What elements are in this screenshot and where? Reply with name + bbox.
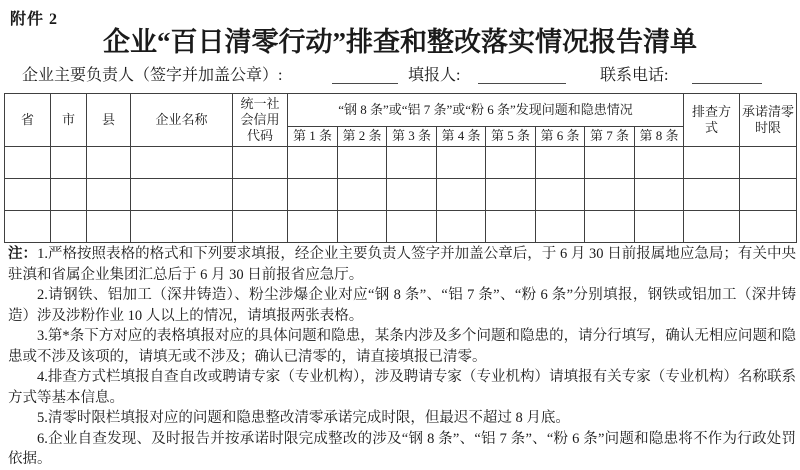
- header-company-name: 企业名称: [131, 94, 233, 147]
- empty-cell: [233, 179, 288, 211]
- note-5: 5.清零时限栏填报对应的问题和隐患整改清零承诺完成时限，但最迟不超过 8 月底。: [37, 410, 570, 426]
- filler-label: 填报人:: [408, 67, 461, 84]
- empty-cell: [437, 179, 486, 211]
- empty-cell: [5, 179, 51, 211]
- empty-cell: [585, 147, 635, 179]
- header-deadline: 承诺清零时限: [740, 94, 797, 147]
- empty-cell: [486, 211, 536, 243]
- empty-cell: [233, 147, 288, 179]
- header-item-6: 第 6 条: [536, 127, 585, 147]
- empty-cell: [536, 179, 585, 211]
- empty-cell: [486, 179, 536, 211]
- note-6: 6.企业自查发现、及时报告并按承诺时限完成整改的涉及“钢 8 条”、“铝 7 条”、“粉 6 条”问题和隐患将不作为行政处罚依据。: [8, 430, 796, 467]
- empty-cell: [635, 211, 684, 243]
- empty-cell: [437, 147, 486, 179]
- empty-cell: [740, 147, 797, 179]
- attachment-label: 附件 2: [10, 11, 59, 28]
- empty-cell: [131, 147, 233, 179]
- header-issues-span: “钢 8 条”或“铝 7 条”或“粉 6 条”发现问题和隐患情况: [288, 94, 684, 127]
- note-1-text: 1.严格按照表格的格式和下列要求填报，经企业主要负责人签字并加盖公章后，于 6 月 30 日前报属地应急局；有关中央驻滇和省属企业集团汇总后于 6 月 30 日前报省应急厅。: [8, 246, 797, 283]
- header-inspection-method: 排查方式: [684, 94, 740, 147]
- empty-cell: [51, 179, 87, 211]
- header-item-3: 第 3 条: [387, 127, 437, 147]
- note-4: 4.排查方式栏填报自查自改或聘请专家（专业机构），涉及聘请专家（专业机构）请填报有关专家（专业机构）名称联系方式等基本信息。: [8, 369, 796, 406]
- empty-cell: [288, 211, 338, 243]
- empty-cell: [51, 147, 87, 179]
- empty-cell: [5, 211, 51, 243]
- empty-cell: [387, 211, 437, 243]
- empty-cell: [740, 179, 797, 211]
- empty-cell: [387, 179, 437, 211]
- table-row: [5, 179, 797, 211]
- header-item-5: 第 5 条: [486, 127, 536, 147]
- header-item-7: 第 7 条: [585, 127, 635, 147]
- page-title: 企业“百日清零行动”排查和整改落实情况报告清单: [103, 27, 697, 57]
- empty-cell: [338, 211, 387, 243]
- empty-cell: [131, 211, 233, 243]
- note-1: [8, 244, 796, 285]
- note-2: 2.请钢铁、铝加工（深井铸造）、粉尘涉爆企业对应“钢 8 条”、“铝 7 条”、“粉 6 条”分别填报，钢铁或铝加工（深井铸造）涉及涉粉作业 10 人以上的情况，请填报两张表格。: [8, 287, 796, 324]
- empty-cell: [684, 147, 740, 179]
- empty-cell: [87, 147, 131, 179]
- filler-blank: [478, 70, 566, 84]
- header-item-8: 第 8 条: [635, 127, 684, 147]
- principal-signature-label: 企业主要负责人（签字并加盖公章）:: [22, 67, 283, 84]
- table-row: [5, 211, 797, 243]
- empty-cell: [585, 179, 635, 211]
- empty-cell: [233, 211, 288, 243]
- empty-cell: [536, 211, 585, 243]
- report-table: [4, 93, 797, 243]
- note-3: 3.第*条下方对应的表格填报对应的具体问题和隐患，某条内涉及多个问题和隐患的，请分行填写，确认无相应问题和隐患或不涉及该项的，请填无或不涉及；确认已清零的，请直接填报已清零。: [8, 328, 796, 365]
- empty-cell: [131, 179, 233, 211]
- header-city: 市: [51, 94, 87, 147]
- empty-cell: [387, 147, 437, 179]
- empty-cell: [5, 147, 51, 179]
- header-item-1: 第 1 条: [288, 127, 338, 147]
- empty-cell: [288, 147, 338, 179]
- empty-cell: [684, 211, 740, 243]
- notes-section: [8, 244, 796, 470]
- phone-label: 联系电话:: [600, 67, 669, 84]
- table-row: [5, 147, 797, 179]
- empty-cell: [635, 147, 684, 179]
- empty-cell: [338, 179, 387, 211]
- header-province: 省: [5, 94, 51, 147]
- empty-cell: [740, 211, 797, 243]
- empty-cell: [536, 147, 585, 179]
- empty-cell: [486, 147, 536, 179]
- empty-cell: [87, 179, 131, 211]
- notes-label: 注：: [8, 246, 38, 262]
- empty-cell: [437, 211, 486, 243]
- empty-cell: [51, 211, 87, 243]
- empty-cell: [288, 179, 338, 211]
- phone-blank: [692, 70, 762, 84]
- empty-cell: [585, 211, 635, 243]
- empty-cell: [338, 147, 387, 179]
- empty-cell: [87, 211, 131, 243]
- header-item-4: 第 4 条: [437, 127, 486, 147]
- empty-cell: [684, 179, 740, 211]
- principal-signature-blank: [332, 70, 398, 84]
- header-county: 县: [87, 94, 131, 147]
- header-credit-code: 统一社会信用代码: [233, 94, 288, 147]
- header-item-2: 第 2 条: [338, 127, 387, 147]
- empty-cell: [635, 179, 684, 211]
